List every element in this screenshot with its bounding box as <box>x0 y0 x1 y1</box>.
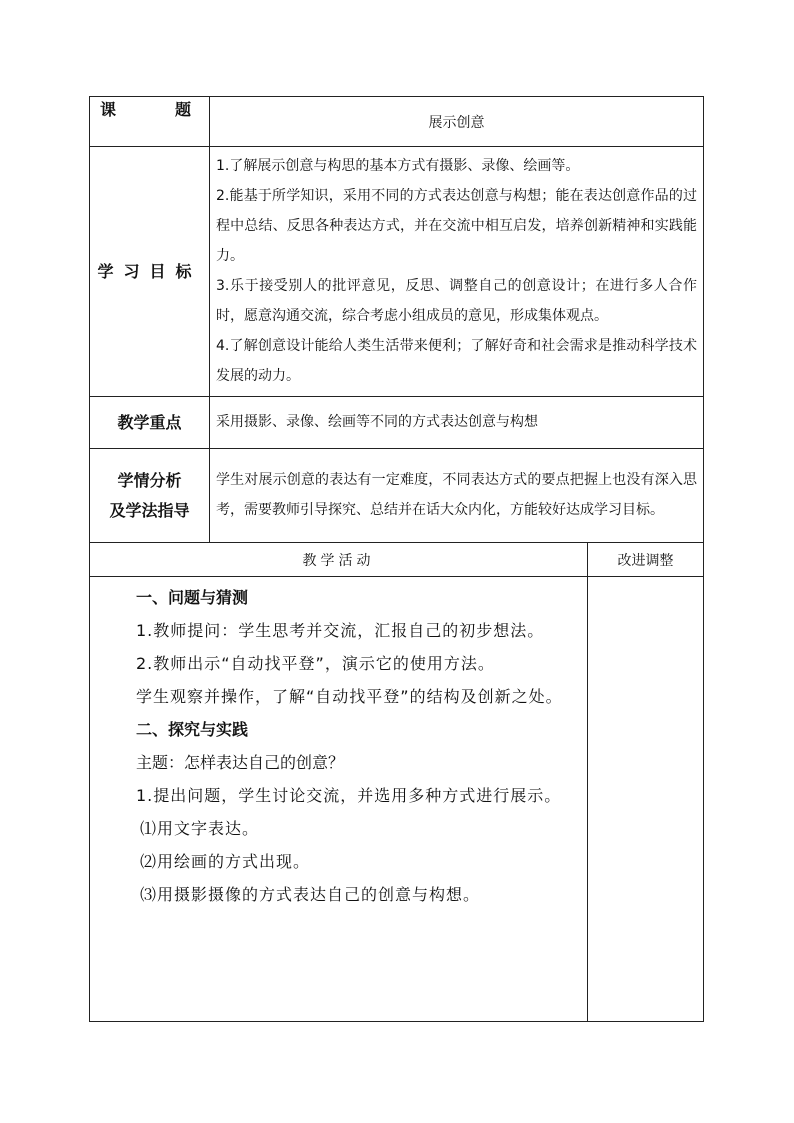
topic-label <box>90 97 210 147</box>
activities-content <box>90 577 588 1022</box>
goals-row <box>90 147 704 397</box>
theme-line: 主题：怎样表达自己的创意？ <box>136 753 345 772</box>
topic-label-left: 课 <box>100 100 117 119</box>
method-item-2: ⑵用绘画的方式出现。 <box>140 852 311 871</box>
focus-value: 采用摄影、录像、绘画等不同的方式表达创意与构想 <box>210 397 704 449</box>
goal-item-4: 4.了解创意设计能给人类生活带来便利；了解好奇和社会需求是推动科学技术发展的动力。 <box>216 337 697 384</box>
analysis-row <box>90 449 704 543</box>
goal-item-3: 3.乐于接受别人的批评意见，反思、调整自己的创意设计；在进行多人合作时，愿意沟通交流，综合考虑小组成员的意见，形成集体观点。 <box>216 277 697 324</box>
activity-paragraph-1: 1.教师提问：学生思考并交流，汇报自己的初步想法。 <box>136 621 545 640</box>
activity-paragraph-2: 2.教师出示“自动找平登”，演示它的使用方法。 <box>136 654 495 673</box>
analysis-label-line2: 及学法指导 <box>109 500 190 520</box>
analysis-label-line1: 学情分析 <box>117 470 182 490</box>
topic-label-right: 题 <box>174 100 191 119</box>
goal-item-2: 2.能基于所学知识，采用不同的方式表达创意与构想；能在表达创意作品的过程中总结、反思各种表达方式，并在交流中相互启发，培养创新精神和实践能力。 <box>216 187 697 264</box>
goals-list <box>210 147 704 397</box>
activity-header-row <box>90 543 704 577</box>
topic-value: 展示创意 <box>210 97 704 147</box>
activity-content-row <box>90 577 704 1022</box>
method-item-1: ⑴用文字表达。 <box>140 819 260 838</box>
goal-item-1: 1.了解展示创意与构思的基本方式有摄影、录像、绘画等。 <box>216 157 580 174</box>
goals-label: 学习目标 <box>90 147 210 397</box>
analysis-label <box>90 449 210 543</box>
adjust-content <box>588 577 704 1022</box>
method-item-3: ⑶用摄影摄像的方式表达自己的创意与构想。 <box>140 885 481 904</box>
analysis-value: 学生对展示创意的表达有一定难度，不同表达方式的要点把握上也没有深入思考，需要教师引导探究、总结并在话大众内化，方能较好达成学习目标。 <box>210 449 704 543</box>
activities-header: 教学活动 <box>90 543 588 577</box>
focus-row <box>90 397 704 449</box>
topic-row <box>90 97 704 147</box>
adjust-header: 改进调整 <box>588 543 704 577</box>
section-heading-2: 二、探究与实践 <box>136 720 249 739</box>
activity-paragraph-3: 学生观察并操作，了解“自动找平登”的结构及创新之处。 <box>136 687 563 706</box>
activity-paragraph-4: 1.提出问题，学生讨论交流，并选用多种方式进行展示。 <box>136 786 562 805</box>
lesson-plan-table <box>89 96 704 1022</box>
focus-label: 教学重点 <box>90 397 210 449</box>
section-heading-1: 一、问题与猜测 <box>136 588 249 607</box>
